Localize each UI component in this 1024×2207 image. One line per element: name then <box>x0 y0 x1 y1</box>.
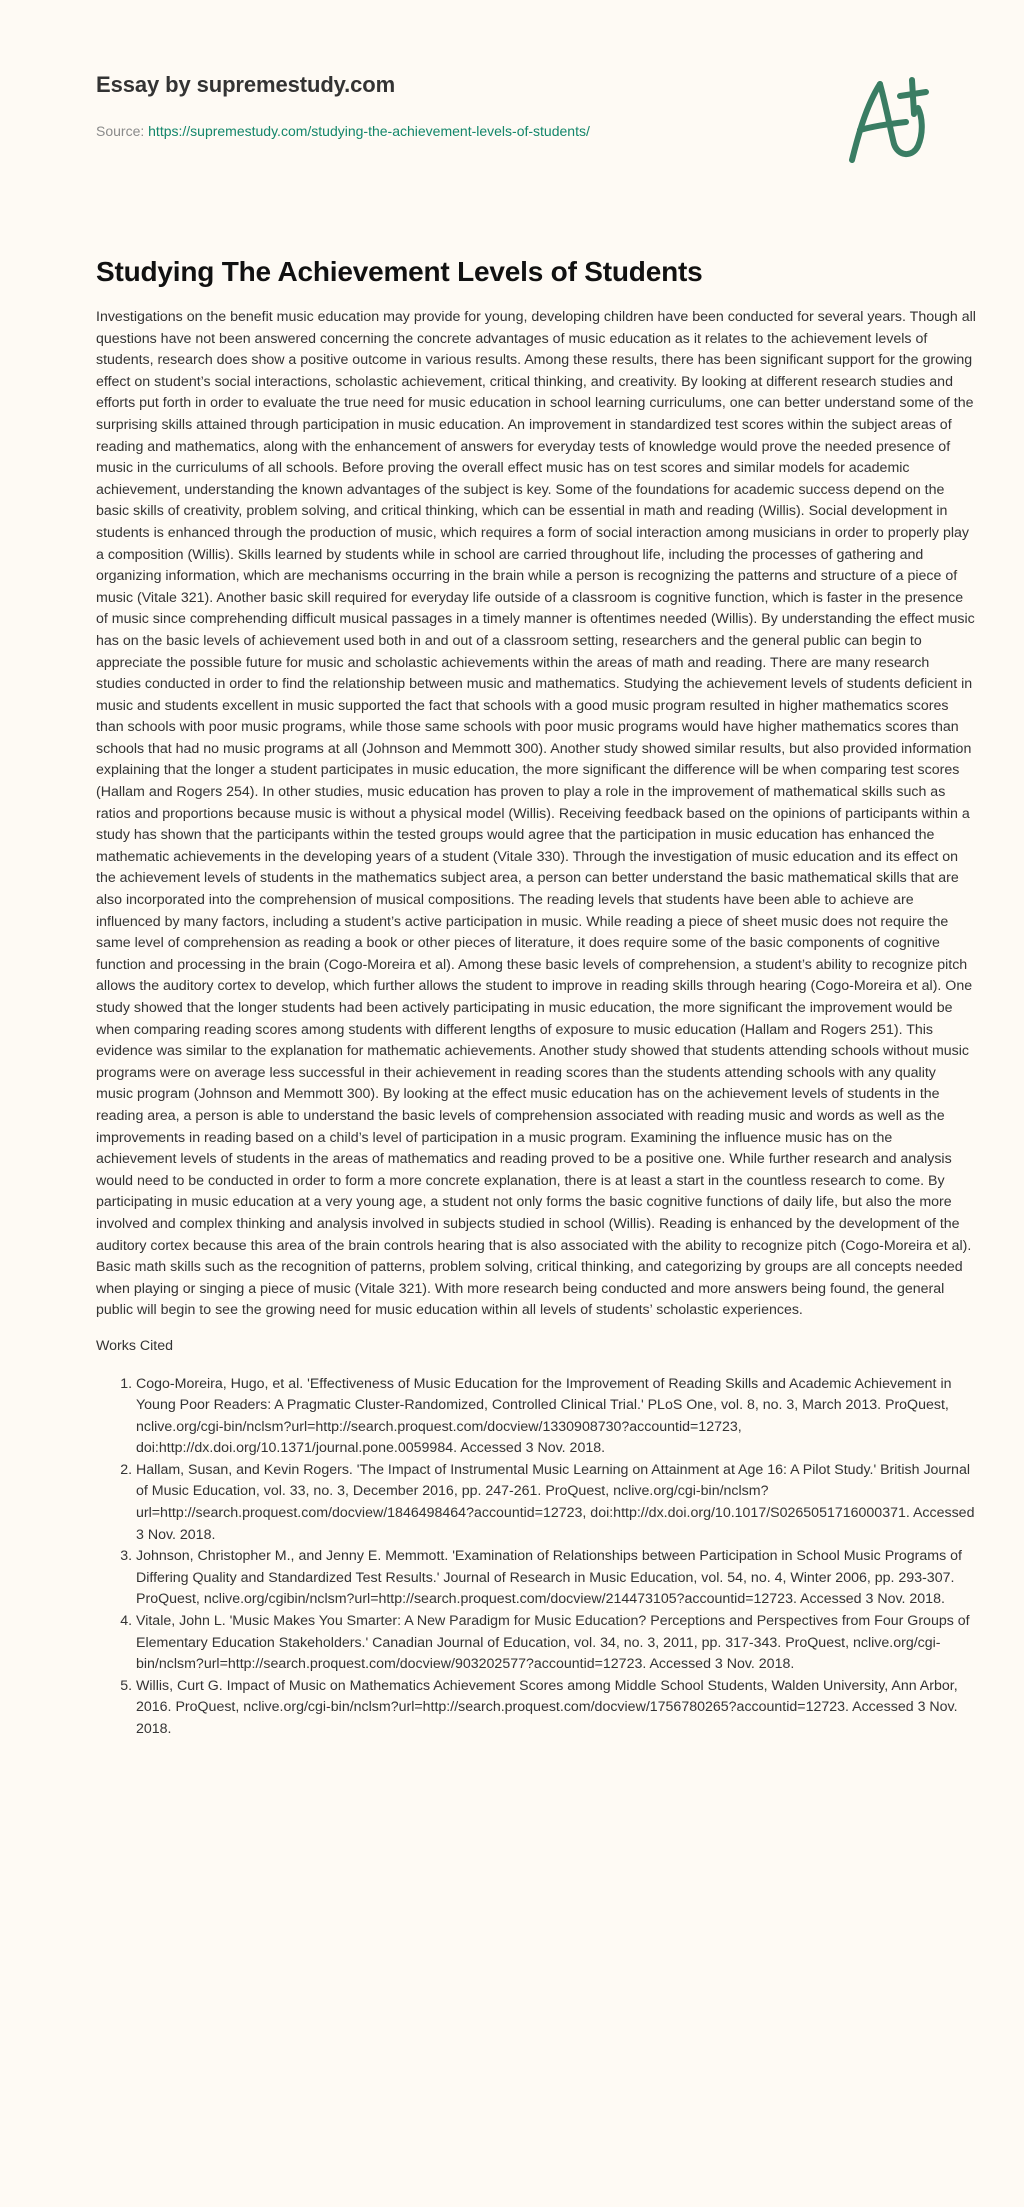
works-cited-heading: Works Cited <box>96 1337 173 1354</box>
citation-item: 3. Johnson, Christopher M., and Jenny E. Memmott. 'Examination of Relationships between Participation in School Music Programs of Differing Quality and Standardized Test Results.' Journal of Research in Music Education, vol. 54, no. 4, Winter 2006, pp. 293-307. ProQuest, nclive.org/cgibin/nclsm?url=http://search.proquest.com/docview/214473105?accountid=12723. Accessed 3 Nov. 2018. <box>136 1546 976 1611</box>
citations-list <box>96 1374 976 1741</box>
source-line <box>96 123 590 139</box>
essay-body: Investigations on the benefit music education may provide for young, developing children have been conducted for several years. Though all questions have not been answered concerning the concrete advantages of music education as it relates to the achievement levels of students, research does show a positive outcome in various results. Among these results, there has been significant support for the growing effect on student’s social interactions, scholastic achievement, critical thinking, and creativity. By looking at different research studies and efforts put forth in order to evaluate the true need for music education in school learning curriculums, one can better understand some of the surprising skills attained through participation in music education. An improvement in standardized test scores within the subject areas of reading and mathematics, along with the enhancement of answers for everyday tests of knowledge would prove the needed presence of music in the curriculums of all schools. Before proving the overall effect music has on test scores and similar models for academic achievement, understanding the known advantages of the subject is key. Some of the foundations for academic success depend on the basic skills of creativity, problem solving, and critical thinking, which can be essential in math and reading (Willis). Social development in students is enhanced through the production of music, which requires a form of social interaction among musicians in order to properly play a composition (Willis). Skills learned by students while in school are carried throughout life, including the processes of gathering and organizing information, which are mechanisms occurring in the brain while a person is recognizing the patterns and structure of a piece of music (Vitale 321). Another basic skill required for everyday life outside of a classroom is cognitive function, which is faster in the presence of music since comprehending difficult musical passages in a timely manner is oftentimes needed (Willis). By understanding the effect music has on the basic levels of achievement used both in and out of a classroom setting, researchers and the general public can begin to appreciate the possible future for music and scholastic achievements within the areas of math and reading. There are many research studies conducted in order to find the relationship between music and mathematics. Studying the achievement levels of students deficient in music and students excellent in music supported the fact that schools with a good music program resulted in higher mathematics scores than schools with poor music programs, while those same schools with poor music programs would have higher mathematics scores than schools that had no music programs at all (Johnson and Memmott 300). Another study showed similar results, but also provided information explaining that the longer a student participates in music education, the more significant the difference will be when comparing test scores (Hallam and Rogers 254). In other studies, music education has proven to play a role in the improvement of mathematical skills such as ratios and proportions because music is without a physical model (Willis). Receiving feedback based on the opinions of participants within a study has shown that the participants within the tested groups would agree that the participation in music education has enhanced the mathematic achievements in the developing years of a student (Vitale 330). Through the investigation of music education and its effect on the achievement levels of students in the mathematics subject area, a person can better understand the basic mathematical skills that are also incorporated into the comprehension of musical compositions. The reading levels that students have been able to achieve are influenced by many factors, including a student’s active participation in music. While reading a piece of sheet music does not require the same level of comprehension as reading a book or other pieces of literature, it does require some of the basic components of cognitive function and processing in the brain (Cogo-Moreira et al). Among these basic levels of comprehension, a student’s ability to recognize pitch allows the auditory cortex to develop, which further allows the student to improve in reading skills through hearing (Cogo-Moreira et al). One study showed that the longer students had been actively participating in music education, the more significant the improvement would be when comparing reading scores among students with different lengths of exposure to music education (Hallam and Rogers 251). This evidence was similar to the explanation for mathematic achievements. Another study showed that students attending schools without music programs were on average less successful in their achievement in reading scores than the students attending schools with any quality music program (Johnson and Memmott 300). By looking at the effect music education has on the achievement levels of students in the reading area, a person is able to understand the basic levels of comprehension associated with reading music and words as well as the improvements in reading based on a child’s level of participation in a music program. Examining the influence music has on the achievement levels of students in the areas of mathematics and reading proved to be a positive one. While further research and analysis would need to be conducted in order to form a more concrete explanation, there is at least a start in the countless research to come. By participating in music education at a very young age, a student not only forms the basic cognitive functions of daily life, but also the more involved and complex thinking and analysis involved in subjects studied in school (Willis). Reading is enhanced by the development of the auditory cortex because this area of the brain controls hearing that is also associated with the ability to recognize pitch (Cogo-Moreira et al). Basic math skills such as the recognition of patterns, problem solving, critical thinking, and categorizing by groups are all concepts needed when playing or singing a piece of music (Vitale 321). With more research being conducted and more answers being found, the general public will begin to see the growing need for music education within all levels of students’ scholastic experiences. <box>96 309 976 1319</box>
a-plus-grade-icon <box>822 66 942 166</box>
essay-title: Studying The Achievement Levels of Students <box>96 256 703 287</box>
source-label: Source: <box>96 123 145 139</box>
citation-item: 2. Hallam, Susan, and Kevin Rogers. 'The Impact of Instrumental Music Learning on Attainment at Age 16: A Pilot Study.' British Journal of Music Education, vol. 33, no. 3, December 2016, pp. 247-261. ProQuest, nclive.org/cgi-bin/nclsm?url=http://search.proquest.com/docview/1846498464?accountid=12723, doi:http://dx.doi.org/10.1017/S0265051716000371. Accessed 3 Nov. 2018. <box>136 1460 976 1546</box>
page-header <box>0 0 1024 235</box>
citation-item: 5. Willis, Curt G. Impact of Music on Mathematics Achievement Scores among Middle School Students, Walden University, Ann Arbor, 2016. ProQuest, nclive.org/cgi-bin/nclsm?url=http://search.proquest.com/docview/1756780265?accountid=12723. Accessed 3 Nov. 2018. <box>136 1676 976 1741</box>
source-link[interactable]: https://supremestudy.com/studying-the-achievement-levels-of-students/ <box>148 123 590 139</box>
citation-item: 1. Cogo-Moreira, Hugo, et al. 'Effectiveness of Music Education for the Improvement of Reading Skills and Academic Achievement in Young Poor Readers: A Pragmatic Cluster-Randomized, Controlled Clinical Trial.' PLoS One, vol. 8, no. 3, March 2013. ProQuest, nclive.org/cgi-bin/nclsm?url=http://search.proquest.com/docview/1330908730?accountid=12723, doi:http://dx.doi.org/10.1371/journal.pone.0059984. Accessed 3 Nov. 2018. <box>136 1374 976 1460</box>
citation-item: 4. Vitale, John L. 'Music Makes You Smarter: A New Paradigm for Music Education? Perceptions and Perspectives from Four Groups of Elementary Education Stakeholders.' Canadian Journal of Education, vol. 34, no. 3, 2011, pp. 317-343. ProQuest, nclive.org/cgi-bin/nclsm?url=http://search.proquest.com/docview/903202577?accountid=12723. Accessed 3 Nov. 2018. <box>136 1611 976 1676</box>
site-title: Essay by supremestudy.com <box>96 72 396 97</box>
essay-content <box>0 235 1024 1741</box>
